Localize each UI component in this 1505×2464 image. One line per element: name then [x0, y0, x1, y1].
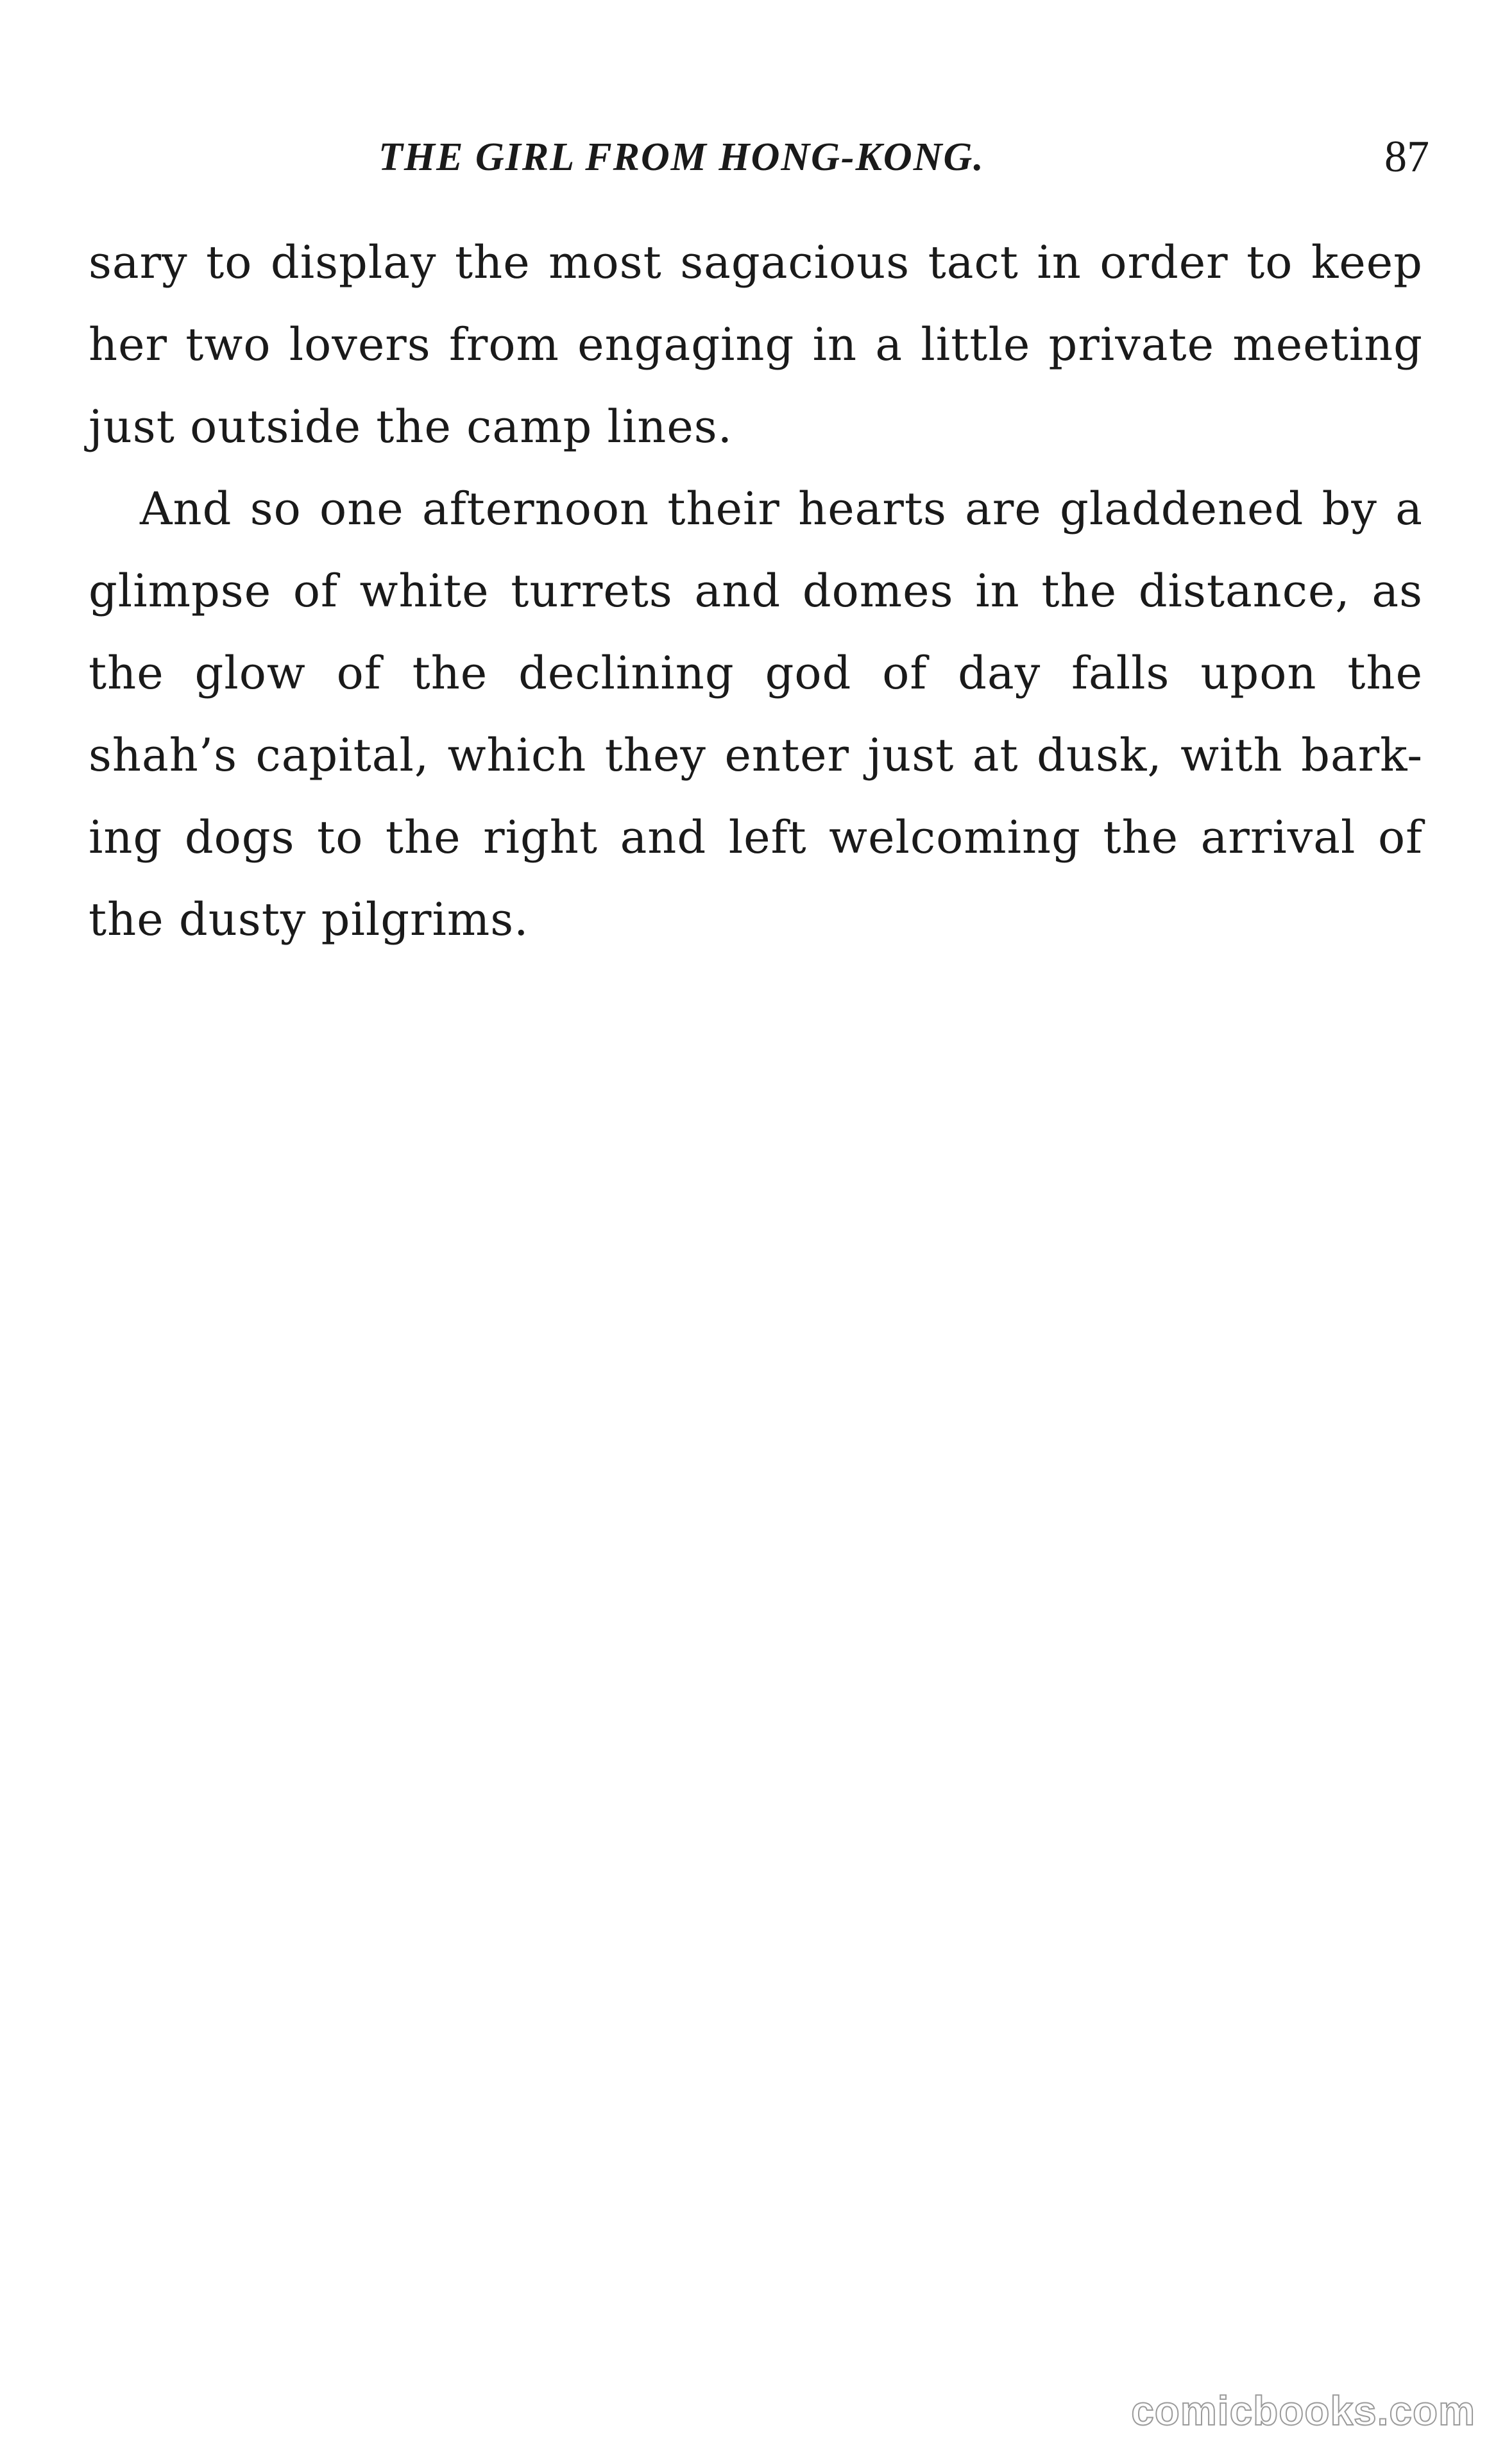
text-line: sary to display the most sagacious tact in order to keep	[89, 236, 1423, 289]
text-line: glimpse of white turrets and domes in the distance, as	[89, 565, 1423, 617]
running-head	[0, 128, 1505, 186]
text-line: shah’s capital, which they enter just at dusk, with bark-	[89, 729, 1423, 782]
running-title: THE GIRL FROM HONG-KONG.	[378, 135, 985, 179]
text-line: And so one afternoon their hearts are gladdened by a	[140, 483, 1423, 535]
page-number: 87	[1384, 132, 1429, 182]
text-line: the dusty pilgrims.	[89, 893, 529, 946]
text-line: her two lovers from engaging in a little private meeting	[89, 318, 1423, 371]
text-line: the glow of the declining god of day falls upon the	[89, 647, 1423, 699]
text-line: just outside the camp lines.	[89, 400, 733, 453]
watermark: comicbooks.com	[1131, 2388, 1475, 2434]
body-text	[89, 221, 1423, 961]
text-line: ing dogs to the right and left welcoming the arrival of	[89, 811, 1423, 864]
